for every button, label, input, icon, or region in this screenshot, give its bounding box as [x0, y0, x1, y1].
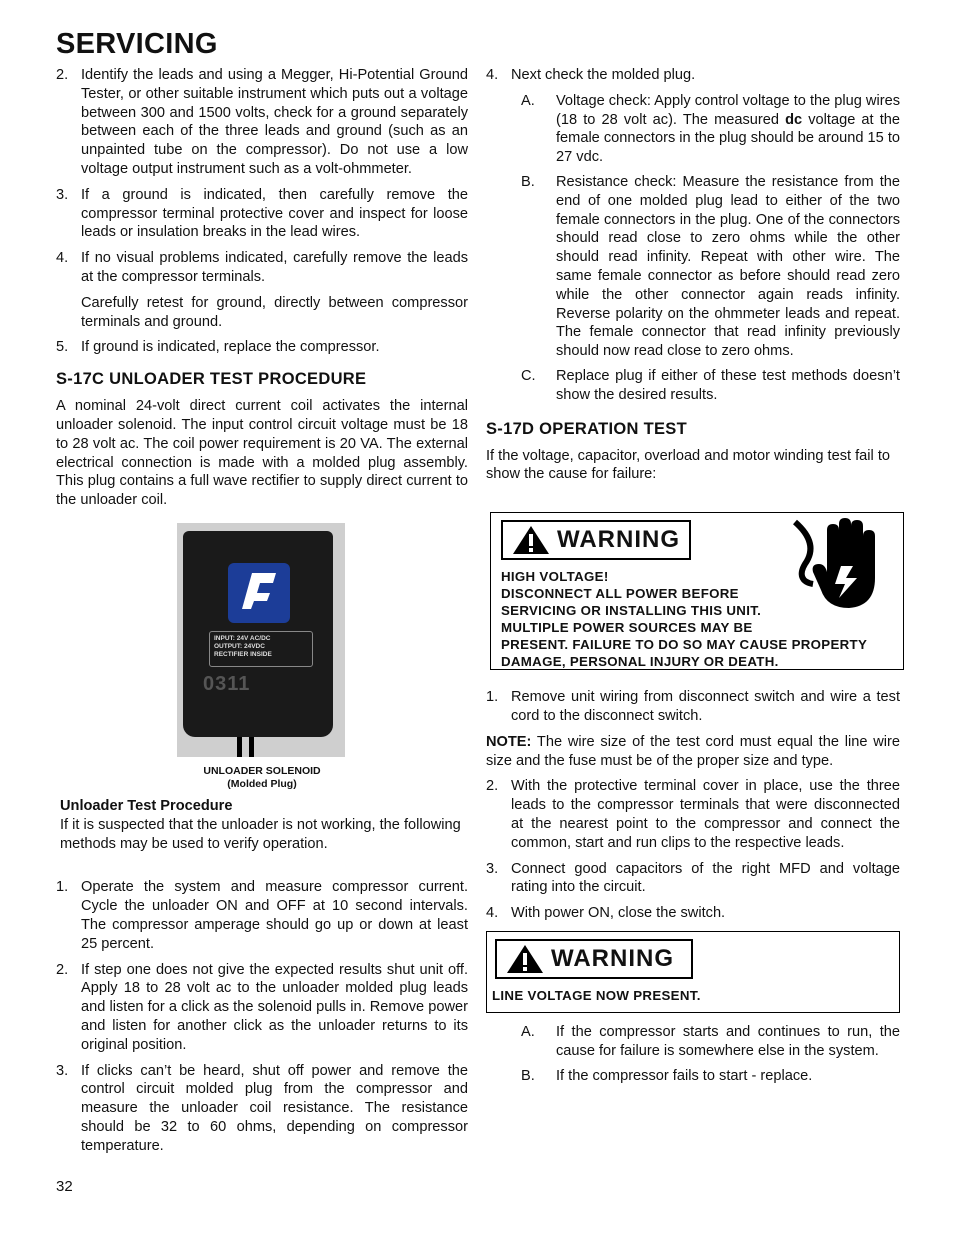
- item-text: Remove unit wiring from disconnect switch and wire a test cord to the disconnect switch.: [511, 689, 900, 724]
- warning-box-line-voltage: [486, 931, 900, 1013]
- item-text: If clicks can’t be heard, shut off power and remove the control circuit molded plug from the compressor and measure the unloader coil resistance. The resistance should be 32 to 60 ohms, depending on compressor temperature.: [81, 1062, 468, 1154]
- warning-box-high-voltage: [490, 512, 904, 670]
- procedure-heading: Unloader Test Procedure: [60, 797, 233, 814]
- caption-line: (Molded Plug): [227, 777, 297, 790]
- warning-message: [501, 568, 867, 670]
- warning-label: WARNING: [557, 525, 680, 553]
- item-text: Next check the molded plug.: [511, 67, 696, 83]
- retest-note: Carefully retest for ground, directly between compressor terminals and ground.: [81, 294, 468, 330]
- warning-line: DISCONNECT ALL POWER BEFORE: [501, 586, 739, 602]
- section-heading-s17d: S-17D OPERATION TEST: [486, 419, 687, 438]
- sub-text: Replace plug if either of these test methods doesn’t show the desired results.: [556, 367, 900, 403]
- item-text: With power ON, close the switch.: [511, 905, 726, 922]
- list-item: [56, 961, 468, 1055]
- photo-caption: [56, 765, 468, 791]
- item-text: If ground is indicated, replace the compressor.: [81, 339, 380, 356]
- sub-text: [556, 92, 900, 167]
- list-item: [486, 904, 900, 923]
- item-number: 4.: [56, 250, 69, 267]
- section-intro: A nominal 24-volt direct current coil activates the internal unloader solenoid. The input control circuit voltage must be 18 to 28 volt ac. The coil power requirement is 20 VA. The external electrical connection is made with a molded plug assembly. This plug contains a full wave rectifier to supply direct current to the unloader coil.: [56, 398, 468, 509]
- section-heading-s17c: S-17C UNLOADER TEST PROCEDURE: [56, 370, 367, 389]
- sub-letter: A.: [521, 1023, 535, 1040]
- sub-item: [486, 92, 900, 167]
- item-number: 1.: [486, 689, 499, 706]
- warning-message: LINE VOLTAGE NOW PRESENT.: [492, 987, 701, 1003]
- list-item: [56, 249, 468, 287]
- plate-line: OUTPUT: 24VDC: [214, 642, 265, 650]
- list-item: [56, 186, 468, 242]
- plate-line: RECTIFIER INSIDE: [214, 650, 272, 658]
- warning-triangle-icon: [511, 524, 551, 556]
- caption-line: UNLOADER SOLENOID: [203, 764, 321, 777]
- item-text: Operate the system and measure compressor current. Cycle the unloader ON and OFF at 10 second intervals. The compressor amperage should go up or down at least 25 percent.: [81, 879, 468, 952]
- list-item: [56, 1062, 468, 1156]
- warning-line: DAMAGE, PERSONAL INJURY OR DEATH.: [501, 654, 779, 670]
- list-item: [56, 338, 468, 357]
- item-number: 2.: [56, 67, 69, 83]
- item-number: 5.: [56, 339, 69, 356]
- note-text: The wire size of the test cord must equal the line wire size and the fuse must be of the proper size and type.: [486, 733, 900, 769]
- plug-wire: [249, 737, 254, 757]
- sub-letter: C.: [521, 367, 536, 384]
- item-number: 4.: [486, 67, 499, 83]
- item-number: 3.: [486, 860, 499, 877]
- list-item: [56, 66, 468, 179]
- right-column: [486, 66, 900, 1091]
- item-number: 1.: [56, 879, 69, 896]
- left-column: [56, 66, 468, 1162]
- warning-label: WARNING: [551, 944, 674, 972]
- list-item: [56, 878, 468, 953]
- sub-letter: A.: [521, 92, 535, 109]
- page-number: 32: [56, 1178, 73, 1195]
- serial-number: 0311: [203, 672, 251, 695]
- plate-line: INPUT: 24V AC/DC: [214, 634, 271, 642]
- note-label: NOTE:: [486, 733, 532, 750]
- company-logo-icon: [228, 563, 290, 623]
- sub-text: If the compressor starts and continues to run, the cause for failure is somewhere else in the system.: [556, 1023, 900, 1059]
- warning-line: MULTIPLE POWER SOURCES MAY BE: [501, 620, 753, 636]
- molded-plug: [183, 531, 333, 737]
- list-item: [486, 66, 900, 85]
- item-number: 2.: [56, 961, 69, 978]
- warning-line: HIGH VOLTAGE!: [501, 569, 609, 585]
- plug-wire: [237, 737, 242, 757]
- item-text: Identify the leads and using a Megger, Hi-Potential Ground Tester, or other suitable instrument which puts out a voltage between 300 and 1500 volts, check for a ground separately between each of the three leads and ground (such as an unpainted tube on the compressor). Do not use a low voltage output instrument such as a volt-ohmmeter.: [81, 67, 468, 177]
- item-number: 3.: [56, 186, 69, 203]
- unloader-solenoid-photo: [177, 523, 345, 757]
- text-segment: Voltage check: Apply control voltage to the plug wires (18 to 28 volt ac). The measured: [556, 92, 900, 128]
- item-number: 2.: [486, 778, 499, 795]
- item-number: 3.: [56, 1062, 69, 1079]
- sub-letter: B.: [521, 1067, 535, 1084]
- warning-badge: [495, 939, 693, 979]
- sub-text: Resistance check: Measure the resistance from the end of one molded plug lead to either of the two female connectors in the plug. One of the connectors should read close to zero ohms while the other should read infinity. Repeat with other wire. The same female connector as before should read zero while the other connector again reads infinity. Reverse polarity on the ohmmeter leads and repeat. The female connector that read infinity previously should now read close to zero ohms.: [556, 173, 900, 360]
- sub-letter: B.: [521, 173, 535, 190]
- warning-line: PRESENT. FAILURE TO DO SO MAY CAUSE PROPERTY: [501, 637, 868, 653]
- warning-line: SERVICING OR INSTALLING THIS UNIT.: [501, 603, 762, 619]
- procedure-intro: If it is suspected that the unloader is not working, the following methods may be used to verify operation.: [60, 816, 461, 852]
- warning-badge: [501, 520, 691, 560]
- text-segment: voltage at the female connectors in the plug should be around 15 to 27 vdc.: [556, 111, 901, 166]
- note: [486, 733, 900, 771]
- item-text: If a ground is indicated, then carefully remove the compressor terminal protective cover and inspect for loose leads or insulation breaks in the lead wires.: [81, 186, 468, 241]
- sub-item: [486, 367, 900, 405]
- item-number: 4.: [486, 905, 499, 922]
- page-title: SERVICING: [56, 28, 218, 60]
- logo-c-shape: [242, 571, 276, 615]
- sub-text: If the compressor fails to start - replace.: [556, 1067, 813, 1084]
- sub-item: [486, 173, 900, 361]
- item-text: Connect good capacitors of the right MFD and voltage rating into the circuit.: [511, 860, 900, 896]
- list-item: [486, 777, 900, 852]
- label-plate: [209, 631, 313, 667]
- item-text: If no visual problems indicated, carefully remove the leads at the compressor terminals.: [81, 250, 468, 285]
- item-text: With the protective terminal cover in place, use the three leads to the compressor terminals that were disconnected at the nearest point to the compressor and connect the common, start and run clips to the respective leads.: [511, 778, 900, 851]
- item-text: If step one does not give the expected results shut unit off. Apply 18 to 28 volt ac to the unloader molded plug leads and listen for a click as the solenoid pulls in. Remove power and listen for another click as the unloader returns to its original position.: [81, 961, 468, 1053]
- bold-term: dc: [785, 111, 803, 128]
- section-intro: If the voltage, capacitor, overload and motor winding test fail to show the cause for failure:: [486, 447, 890, 483]
- list-item: [486, 860, 900, 898]
- sub-item: [486, 1023, 900, 1061]
- warning-triangle-icon: [505, 943, 545, 975]
- list-item: [486, 688, 900, 726]
- sub-item: [486, 1067, 900, 1086]
